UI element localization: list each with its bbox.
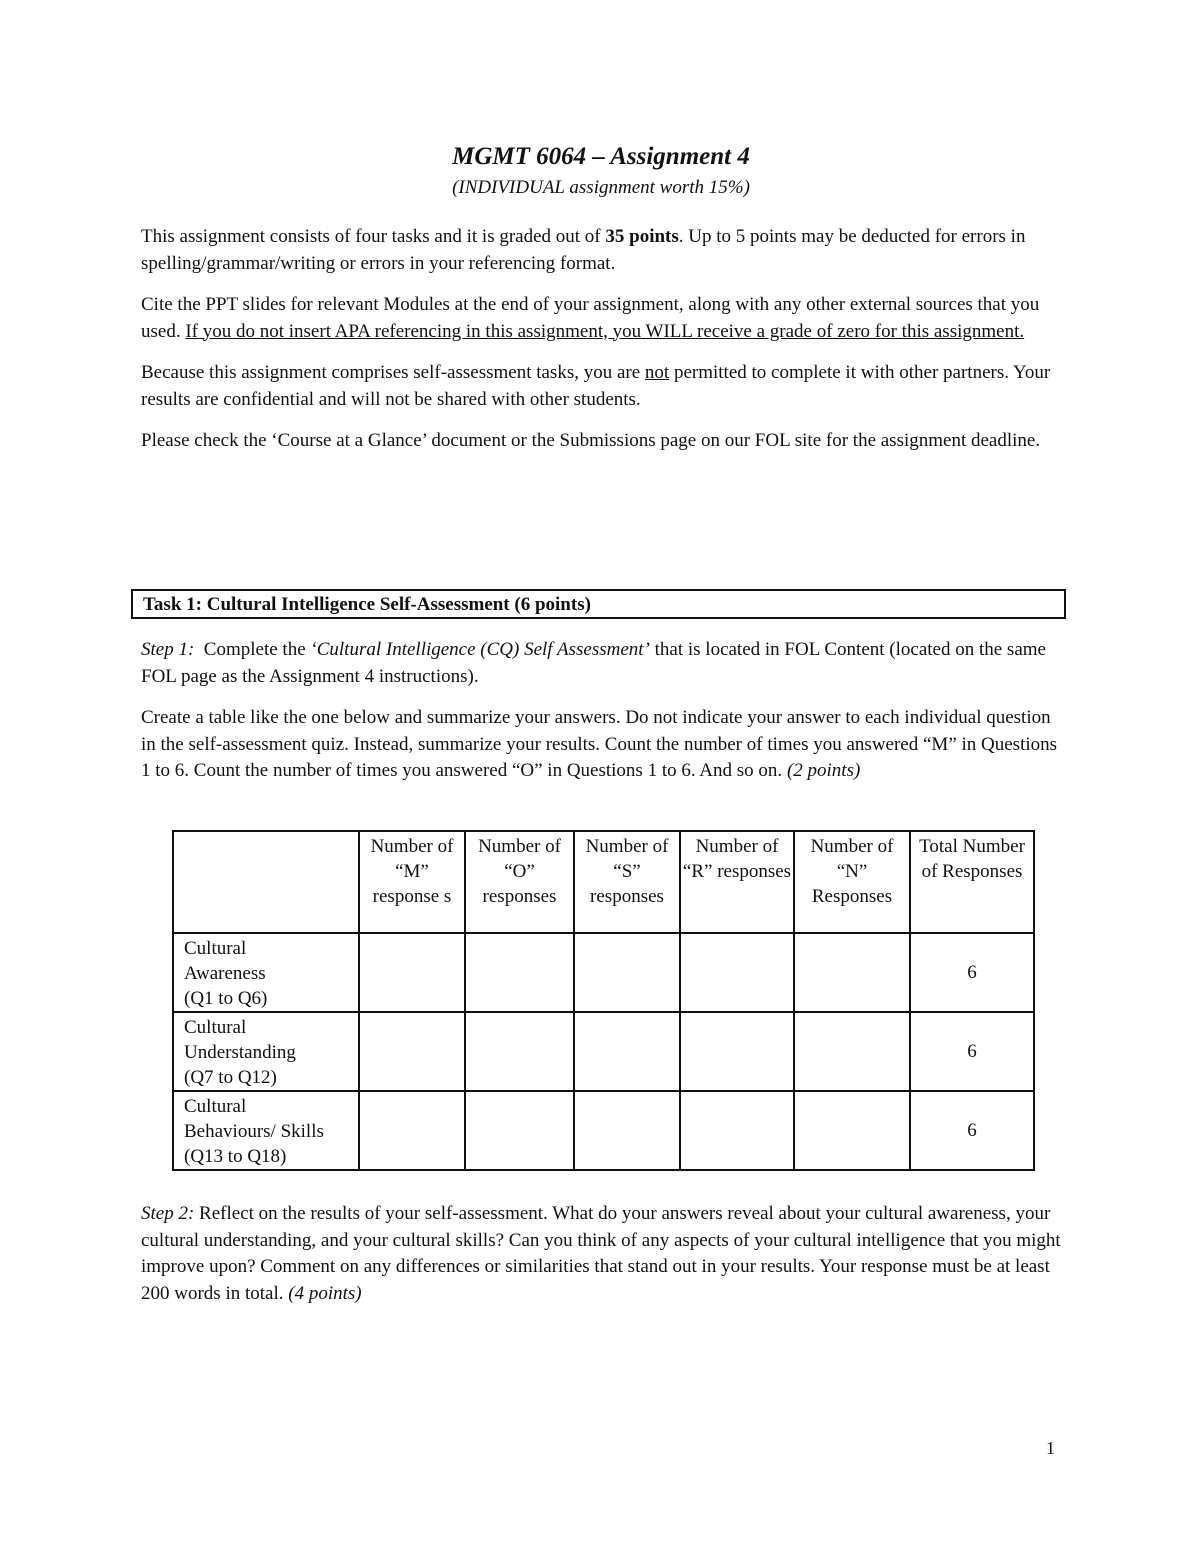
cell-s-understanding[interactable] — [574, 1012, 680, 1091]
row-label-understanding — [173, 1012, 359, 1091]
cell-m-understanding[interactable] — [359, 1012, 465, 1091]
intro-paragraph-grading — [141, 224, 1061, 277]
grading-text-start: This assignment consists of four tasks and it is graded out of — [141, 226, 606, 247]
cq-assessment-title: ‘Cultural Intelligence (CQ) Self Assessment’ — [310, 639, 650, 660]
table-row — [173, 1091, 1034, 1170]
header-s-responses: Number of “S” responses — [574, 831, 680, 933]
cell-n-behaviours[interactable] — [794, 1091, 910, 1170]
row-label-line: Cultural — [184, 938, 247, 959]
grading-text-end: . Up to 5 points may be deducted for errors in spelling/grammar/writing or errors in your referencing format. — [141, 226, 1026, 274]
header-r-responses: Number of “R” responses — [680, 831, 794, 933]
intro-paragraph-deadline: Please check the ‘Course at a Glance’ document or the Submissions page on our FOL site for the assignment deadline. — [141, 430, 1041, 451]
cell-s-behaviours[interactable] — [574, 1091, 680, 1170]
intro-paragraph-individual — [141, 360, 1061, 413]
task1-step1-section — [141, 637, 1061, 800]
row-label-behaviours — [173, 1091, 359, 1170]
row-label-line: (Q13 to Q18) — [184, 1146, 287, 1167]
task1-heading: Task 1: Cultural Intelligence Self-Assessment (6 points) — [131, 589, 1066, 619]
cell-total-understanding: 6 — [910, 1012, 1034, 1091]
header-n-responses: Number of “N” Responses — [794, 831, 910, 933]
row-label-awareness — [173, 933, 359, 1012]
cell-m-behaviours[interactable] — [359, 1091, 465, 1170]
intro-section — [141, 140, 1061, 470]
row-label-line: (Q7 to Q12) — [184, 1067, 277, 1088]
page-number: 1 — [1046, 1438, 1055, 1458]
step2-label: Step 2: — [141, 1203, 195, 1224]
table-instructions-text: Create a table like the one below and summarize your answers. Do not indicate your answer to each individual question in the self-assessment quiz. Instead, summarize your results. Count the number of times you answered “M” in Questions 1 to 6. Count the number of times you answered “O” in Questions 1 to 6. And so on. — [141, 707, 1058, 781]
step1-text-end: that is located in FOL Content (located on the same FOL page as the Assignment 4 instructions). — [141, 639, 1046, 687]
table-row — [173, 1012, 1034, 1091]
header-o-responses: Number of “O” responses — [465, 831, 574, 933]
citation-text: Cite the PPT slides for relevant Modules at the end of your assignment, along with any other external sources that you used. — [141, 294, 1040, 342]
task1-step2-section — [141, 1201, 1061, 1322]
cell-o-understanding[interactable] — [465, 1012, 574, 1091]
cell-r-behaviours[interactable] — [680, 1091, 794, 1170]
document-title: MGMT 6064 – Assignment 4 — [452, 143, 750, 170]
step2-text: Reflect on the results of your self-assessment. What do your answers reveal about your cultural awareness, your cultural understanding, and your cultural skills? Can you think of any aspects of your cultural intelligence that you might improve upon? Comment on any differences or similarities that stand out in your results. Your response must be at least 200 words in total. — [141, 1203, 1061, 1304]
header-total-responses: Total Number of Responses — [910, 831, 1034, 933]
table-header-row — [173, 831, 1034, 933]
table-row — [173, 933, 1034, 1012]
cell-r-understanding[interactable] — [680, 1012, 794, 1091]
cell-m-awareness[interactable] — [359, 933, 465, 1012]
intro-paragraph-citation — [141, 292, 1061, 345]
cell-o-awareness[interactable] — [465, 933, 574, 1012]
header-corner — [173, 831, 359, 933]
row-label-line: (Q1 to Q6) — [184, 988, 268, 1009]
step2-points: (4 points) — [288, 1282, 362, 1304]
apa-warning: If you do not insert APA referencing in this assignment, you WILL receive a grade of zero for this assignment. — [185, 320, 1025, 342]
document-subtitle: (INDIVIDUAL assignment worth 15%) — [452, 177, 750, 198]
step1-label: Step 1: — [141, 639, 195, 660]
cell-total-behaviours: 6 — [910, 1091, 1034, 1170]
step1-paragraph — [141, 637, 1061, 690]
not-emphasis: not — [644, 362, 670, 383]
cell-o-behaviours[interactable] — [465, 1091, 574, 1170]
cell-s-awareness[interactable] — [574, 933, 680, 1012]
row-label-line: Cultural — [184, 1017, 247, 1038]
row-label-line: Behaviours/ Skills — [184, 1121, 324, 1142]
cell-n-awareness[interactable] — [794, 933, 910, 1012]
individual-text-start: Because this assignment comprises self-assessment tasks, you are — [141, 362, 645, 383]
cell-r-awareness[interactable] — [680, 933, 794, 1012]
step2-paragraph — [141, 1201, 1061, 1307]
header-m-responses: Number of “M” response s — [359, 831, 465, 933]
total-points: 35 points — [605, 226, 679, 247]
cq-summary-table — [172, 830, 1035, 1171]
cell-total-awareness: 6 — [910, 933, 1034, 1012]
row-label-line: Awareness — [184, 963, 266, 984]
row-label-line: Cultural — [184, 1096, 247, 1117]
table-points: (2 points) — [786, 760, 861, 781]
row-label-line: Understanding — [184, 1042, 296, 1063]
step1-text-start: Complete the — [194, 639, 311, 660]
cell-n-understanding[interactable] — [794, 1012, 910, 1091]
individual-text-end: permitted to complete it with other partners. Your results are confidential and will not be shared with other students. — [141, 362, 1051, 410]
table-instructions — [141, 705, 1061, 785]
